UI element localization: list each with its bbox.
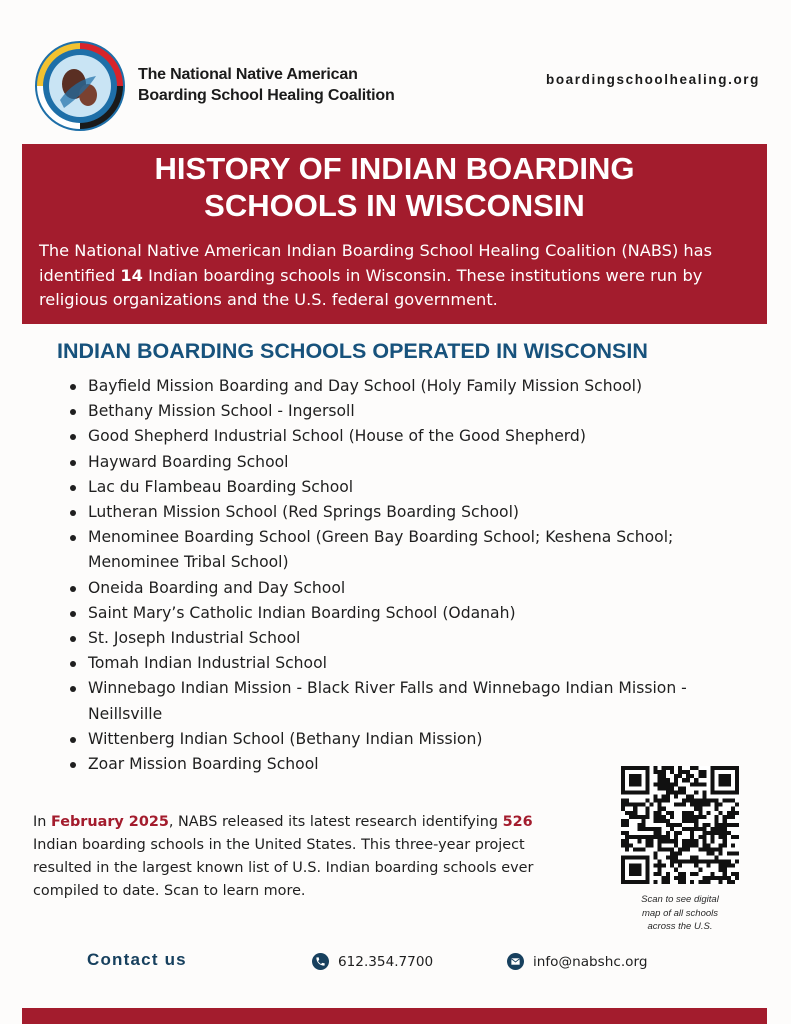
qr-code[interactable] <box>621 766 739 884</box>
school-list-item: Good Shepherd Industrial School (House of the Good Shepherd) <box>88 424 758 449</box>
research-paragraph: In February 2025, NABS released its latest research identifying 526 Indian boarding schools in the United States. This three-year project resulted in the largest known list of U.S. Indian boarding schools ever compiled to date. Scan to learn more. <box>33 814 534 899</box>
school-list-item: Bayfield Mission Boarding and Day School (Holy Family Mission School) <box>88 374 758 399</box>
org-name-line2: Boarding School Healing Coalition <box>138 87 395 104</box>
coalition-logo <box>34 40 126 132</box>
school-list-item: Hayward Boarding School <box>88 450 758 475</box>
national-count: 526 <box>502 814 533 830</box>
school-list-item: Lutheran Mission School (Red Springs Boarding School) <box>88 500 758 525</box>
school-list-item: Bethany Mission School - Ingersoll <box>88 399 758 424</box>
email-contact[interactable] <box>507 953 647 970</box>
email-address: info@nabshc.org <box>533 953 648 970</box>
qr-caption: Scan to see digital map of all schools across the U.S. <box>641 894 719 932</box>
schools-heading: INDIAN BOARDING SCHOOLS OPERATED IN WISCONSIN <box>57 339 648 363</box>
website-link[interactable]: boardingschoolhealing.org <box>545 72 760 87</box>
school-count: 14 <box>120 265 143 285</box>
school-list-item: Winnebago Indian Mission - Black River Falls and Winnebago Indian Mission - Neillsville <box>88 676 758 726</box>
title-banner <box>22 144 767 324</box>
school-list-item: Zoar Mission Boarding School <box>88 752 758 777</box>
phone-icon <box>312 953 329 970</box>
footer-bar <box>22 1008 767 1024</box>
contact-label: Contact us <box>87 950 187 969</box>
page-title-line2: SCHOOLS IN WISCONSIN <box>204 188 585 223</box>
intro-before: The National Native American Indian Boarding School Healing Coalition (NABS) has identified <box>39 241 713 285</box>
school-list-item: Lac du Flambeau Boarding School <box>88 475 758 500</box>
school-list-item: Menominee Boarding School (Green Bay Boarding School; Keshena School; Menominee Tribal School) <box>88 525 758 575</box>
phone-contact[interactable] <box>312 953 433 970</box>
school-list <box>88 374 758 777</box>
intro-paragraph <box>39 239 749 313</box>
intro-after: Indian boarding schools in Wisconsin. These institutions were run by religious organizations and the U.S. federal government. <box>39 265 703 309</box>
page-title <box>22 150 767 224</box>
organization-name <box>138 64 395 106</box>
school-list-item: Wittenberg Indian School (Bethany Indian Mission) <box>88 727 758 752</box>
school-list-item: Tomah Indian Industrial School <box>88 651 758 676</box>
school-list-item: Oneida Boarding and Day School <box>88 576 758 601</box>
page-title-line1: HISTORY OF INDIAN BOARDING <box>154 151 635 186</box>
phone-number: 612.354.7700 <box>338 953 434 970</box>
school-list-item: St. Joseph Industrial School <box>88 626 758 651</box>
release-date: February 2025 <box>50 814 169 830</box>
org-name-line1: The National Native American <box>138 66 358 83</box>
email-icon <box>507 953 524 970</box>
school-list-item: Saint Mary’s Catholic Indian Boarding School (Odanah) <box>88 601 758 626</box>
